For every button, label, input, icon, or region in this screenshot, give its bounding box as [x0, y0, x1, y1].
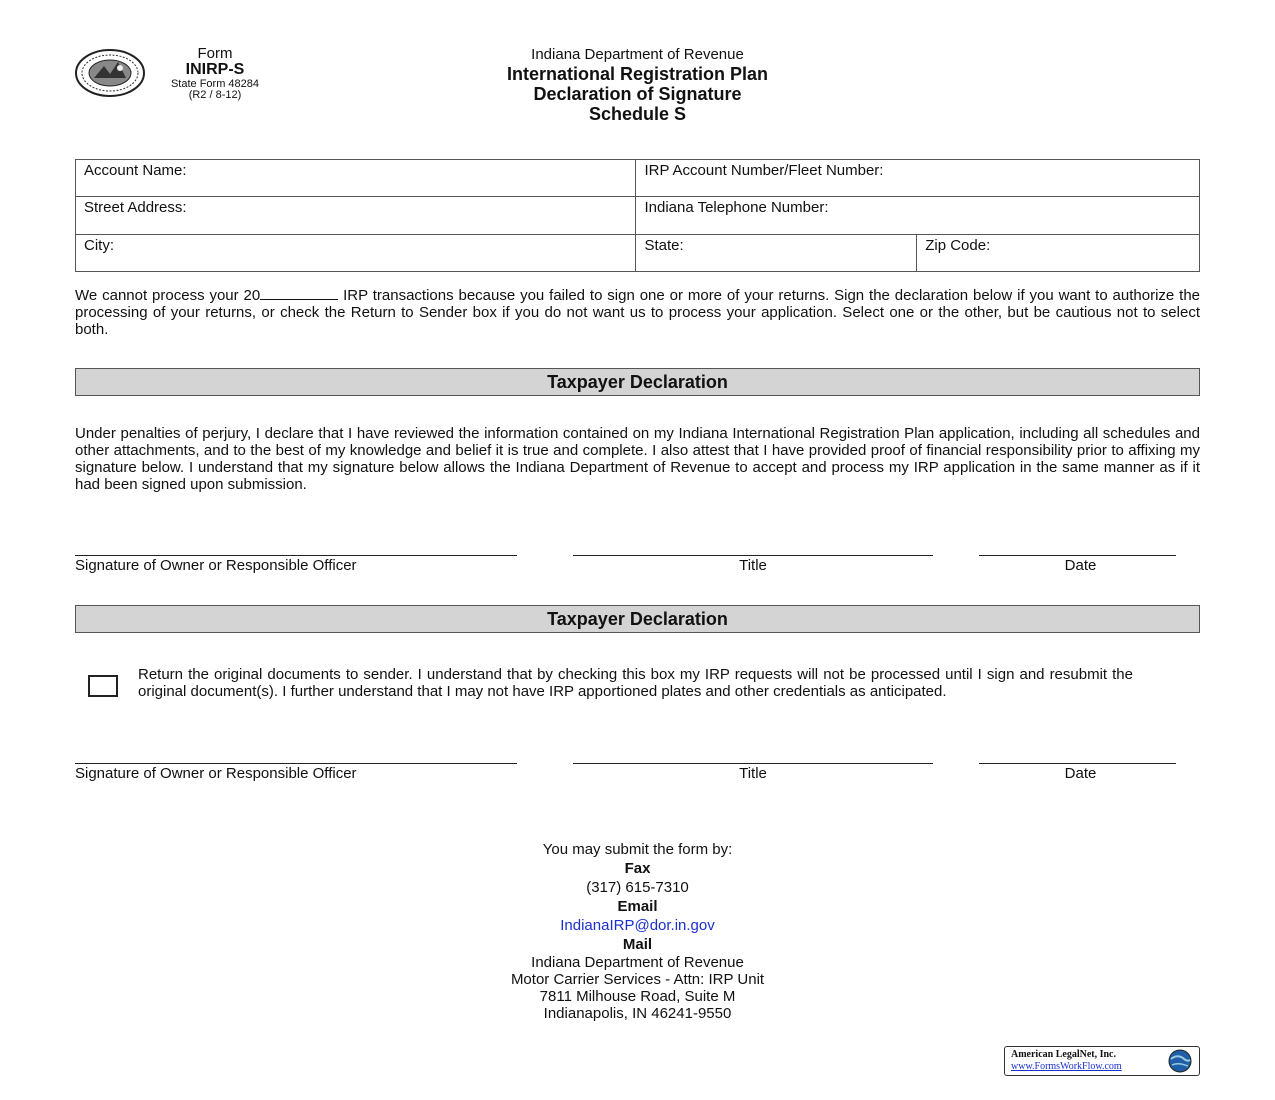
- title-label: Title: [739, 765, 767, 782]
- owner-signature-label: Signature of Owner or Responsible Officer: [75, 557, 357, 574]
- state-field[interactable]: [636, 235, 917, 272]
- form-title-line2: Declaration of Signature: [533, 84, 742, 104]
- zip-field[interactable]: [917, 235, 1200, 272]
- city-label: City:: [84, 237, 114, 254]
- form-label: Form: [197, 45, 233, 62]
- owner-signature-line[interactable]: [75, 763, 517, 764]
- return-to-sender-banner: Taxpayer Declaration: [75, 605, 1200, 633]
- intro-paragraph: [75, 287, 1200, 338]
- intro-text-end: IRP transactions because you failed to sign one or more of your returns. Sign the declaration below if you want to authorize the processing of your returns, or check the Return to Sender box if you do not want us to process your application. Select one or the other, but be cautious not to select both.: [75, 287, 1200, 338]
- return-to-sender-text: Return the original documents to sender. I understand that by checking this box my IRP requests will not be processed until I sign and resubmit the original document(s). I further understand that I may not have IRP apportioned plates and other credentials as anticipated.: [138, 666, 1133, 700]
- form-title-line3: Schedule S: [588, 104, 687, 124]
- state-seal-logo: [74, 48, 146, 98]
- form-id: INIRP-S: [185, 60, 245, 78]
- title-line[interactable]: [573, 763, 933, 764]
- telephone-field[interactable]: [636, 197, 1200, 235]
- street-address-label: Street Address:: [84, 199, 187, 216]
- form-identifier: [150, 46, 280, 102]
- date-label: Date: [1064, 765, 1097, 782]
- street-address-field[interactable]: [76, 197, 636, 235]
- account-name-label: Account Name:: [84, 162, 187, 179]
- logo-url[interactable]: www.FormsWorkFlow.com: [1011, 1061, 1122, 1072]
- title-line[interactable]: [573, 555, 933, 556]
- email-label: Email: [617, 898, 658, 915]
- date-label: Date: [1064, 557, 1097, 574]
- declaration-paragraph: Under penalties of perjury, I declare that I have reviewed the information contained on my Indiana International Registration Plan application, including all schedules and other attachments, and to the best of my knowledge and belief it is true and complete. I also attest that I have provided proof of financial responsibility prior to affixing my signature below. I understand that my signature below allows the Indiana Department of Revenue to accept and process my IRP application in the same manner as if it had been signed upon submission.: [75, 425, 1200, 493]
- form-revision: (R2 / 8-12): [188, 89, 242, 102]
- title-label: Title: [739, 557, 767, 574]
- mail-label: Mail: [622, 936, 653, 953]
- taxpayer-declaration-banner: Taxpayer Declaration: [75, 368, 1200, 396]
- telephone-label: Indiana Telephone Number:: [644, 199, 829, 216]
- form-header: [400, 46, 875, 124]
- mail-address-line3: 7811 Milhouse Road, Suite M: [539, 988, 736, 1005]
- form-title-line1: International Registration Plan: [506, 64, 769, 84]
- date-line[interactable]: [979, 555, 1176, 556]
- intro-text-start: We cannot process your 20: [75, 287, 261, 304]
- mail-address-line1: Indiana Department of Revenue: [531, 954, 744, 971]
- zip-label: Zip Code:: [925, 237, 991, 254]
- department-name: Indiana Department of Revenue: [531, 46, 744, 63]
- account-name-field[interactable]: [76, 160, 636, 197]
- owner-signature-line[interactable]: [75, 555, 517, 556]
- american-legalnet-logo[interactable]: [1004, 1046, 1200, 1076]
- fax-label: Fax: [624, 860, 651, 877]
- state-label: State:: [644, 237, 684, 254]
- city-field[interactable]: [76, 235, 636, 272]
- account-number-label: IRP Account Number/Fleet Number:: [644, 162, 884, 179]
- mail-address-line4: Indianapolis, IN 46241-9550: [543, 1005, 732, 1022]
- fax-number: (317) 615-7310: [586, 879, 689, 896]
- date-line[interactable]: [979, 763, 1176, 764]
- state-form-number: State Form 48284: [170, 77, 260, 90]
- submission-info: [400, 840, 875, 1022]
- submit-intro: You may submit the form by:: [542, 841, 733, 858]
- account-info-table: [75, 159, 1200, 272]
- mail-address-line2: Motor Carrier Services - Attn: IRP Unit: [510, 971, 765, 988]
- year-blank[interactable]: [260, 287, 338, 300]
- email-link[interactable]: IndianaIRP@dor.in.gov: [560, 917, 715, 934]
- account-number-field[interactable]: [636, 160, 1200, 197]
- logo-company-name: American LegalNet, Inc.: [1011, 1049, 1116, 1060]
- return-to-sender-checkbox[interactable]: [88, 675, 118, 697]
- owner-signature-label: Signature of Owner or Responsible Officer: [75, 765, 357, 782]
- globe-icon: [1163, 1048, 1197, 1074]
